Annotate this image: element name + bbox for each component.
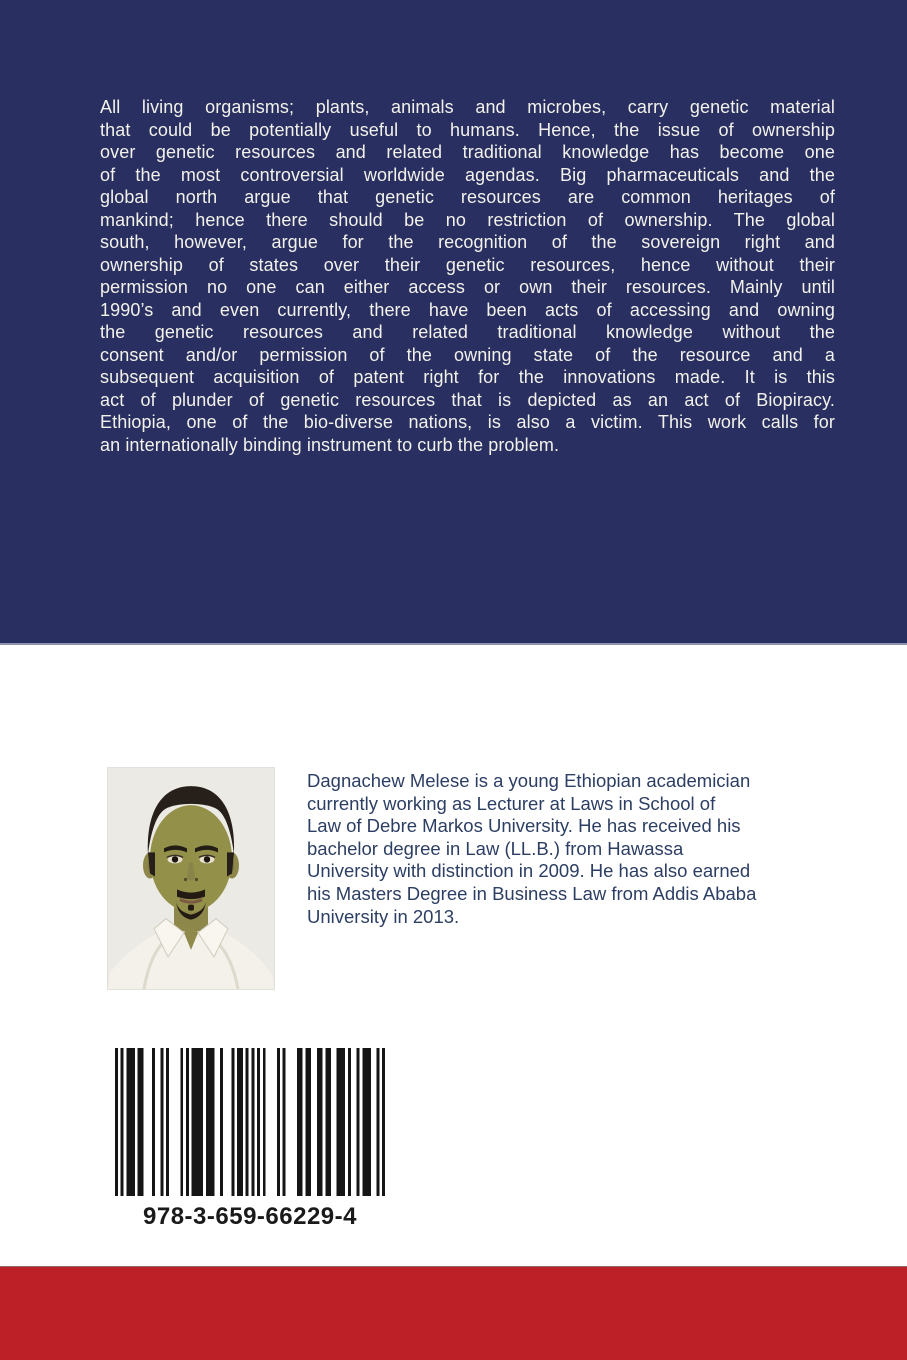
synopsis-line: ownership of states over their genetic resources, hence without their bbox=[100, 254, 835, 275]
synopsis-text bbox=[100, 96, 835, 456]
synopsis-line: subsequent acquisition of patent right for the innovations made. It is this bbox=[100, 367, 835, 387]
author-bio-line: University in 2013. bbox=[307, 905, 460, 927]
synopsis-line: an internationally binding instrument to curb the problem. bbox=[100, 434, 560, 455]
synopsis-band bbox=[0, 0, 907, 645]
synopsis-line: of the most controversial worldwide agendas. Big pharmaceuticals and the bbox=[100, 164, 835, 185]
synopsis-line: the genetic resources and related traditional knowledge without the bbox=[100, 322, 835, 342]
synopsis-line: consent and/or permission of the owning state of the resource and a bbox=[100, 344, 835, 365]
author-portrait-illustration bbox=[108, 768, 274, 989]
isbn-barcode bbox=[115, 1048, 385, 1231]
synopsis-line: south, however, argue for the recognition of the sovereign right and bbox=[100, 232, 835, 252]
synopsis-line: global north argue that genetic resources are common heritages of bbox=[100, 187, 835, 207]
author-bio-line: Dagnachew Melese is a young Ethiopian academician bbox=[307, 770, 751, 791]
synopsis-line: that could be potentially useful to humans. Hence, the issue of ownership bbox=[100, 119, 835, 140]
synopsis-line: All living organisms; plants, animals and microbes, carry genetic material bbox=[100, 97, 835, 117]
synopsis-line: Ethiopia, one of the bio-diverse nations, is also a victim. This work calls for bbox=[100, 412, 835, 432]
author-bio-line: University with distinction in 2009. He has also earned bbox=[307, 860, 751, 882]
barcode-image bbox=[115, 1048, 385, 1196]
author-bio-line: his Masters Degree in Business Law from Addis Ababa bbox=[307, 882, 757, 904]
synopsis-line: permission no one can either access or own their resources. Mainly until bbox=[100, 277, 835, 297]
author-bio bbox=[307, 770, 852, 928]
author-bio-line: bachelor degree in Law (LL.B.) from Hawassa bbox=[307, 837, 684, 859]
isbn-number: 978-3-659-66229-4 bbox=[143, 1203, 357, 1230]
author-bio-line: currently working as Lecturer at Laws in School of bbox=[307, 792, 716, 814]
publisher-red-stripe bbox=[0, 1266, 907, 1360]
author-photo bbox=[108, 768, 274, 989]
synopsis-line: over genetic resources and related traditional knowledge has become one bbox=[100, 142, 835, 162]
synopsis-line: mankind; hence there should be no restriction of ownership. The global bbox=[100, 209, 835, 230]
synopsis-line: 1990’s and even currently, there have been acts of accessing and owning bbox=[100, 299, 835, 320]
synopsis-line: act of plunder of genetic resources that is depicted as an act of Biopiracy. bbox=[100, 389, 835, 410]
author-bio-line: Law of Debre Markos University. He has received his bbox=[307, 815, 741, 837]
